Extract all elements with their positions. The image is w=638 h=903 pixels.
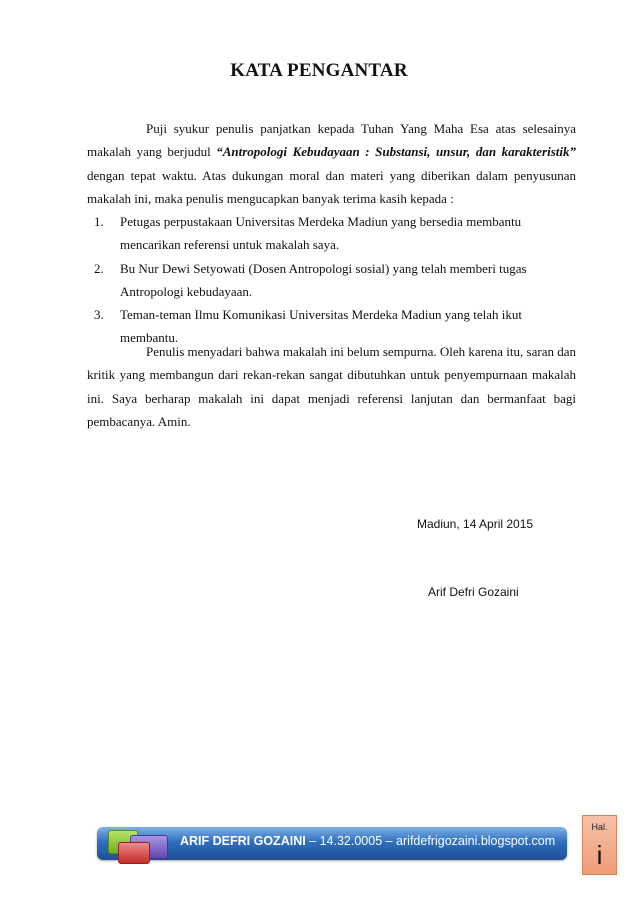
paper-title-emphasis: “Antropologi Kebudayaan : Substansi, unsur, dan karakteristik” xyxy=(216,144,576,160)
footer-details: – 14.32.0005 – arifdefrigozaini.blogspot.com xyxy=(305,834,556,848)
list-item-text: Bu Nur Dewi Setyowati (Dosen Antropologi sosial) yang telah memberi tugas Antropologi kebudayaan. xyxy=(120,260,527,299)
closing-paragraph xyxy=(87,340,576,433)
list-item-text: Petugas perpustakaan Universitas Merdeka Madiun yang bersedia membantu mencarikan referensi untuk makalah saya. xyxy=(120,214,522,253)
intro-text-after: dengan tepat waktu. Atas dukungan moral dan materi yang diberikan dalam penyusunan makalah ini, maka penulis mengucapkan banyak terima kasih kepada : xyxy=(87,167,576,206)
footer-author-name: ARIF DEFRI GOZAINI xyxy=(180,834,306,848)
red-block-icon xyxy=(118,842,150,864)
acknowledgement-list xyxy=(87,210,537,350)
page-number-box xyxy=(582,815,617,875)
list-item-number: 2. xyxy=(94,260,104,276)
intro-text-before: Puji syukur penulis panjatkan kepada Tuhan Yang Maha Esa atas selesainya makalah yang berjudul xyxy=(87,121,576,160)
signer-name: Arif Defri Gozaini xyxy=(428,585,519,599)
page-label: Hal. xyxy=(591,822,608,832)
list-item-number: 1. xyxy=(94,214,104,229)
page-title: KATA PENGANTAR xyxy=(230,60,408,81)
list-item xyxy=(87,210,537,257)
list-item-text: Teman-teman Ilmu Komunikasi Universitas Merdeka Madiun yang telah ikut membantu. xyxy=(120,307,522,346)
intro-paragraph xyxy=(87,117,576,210)
list-item-number: 3. xyxy=(94,307,104,323)
footer-text xyxy=(180,834,555,848)
place-date: Madiun, 14 April 2015 xyxy=(417,517,534,531)
list-item xyxy=(87,257,537,304)
page-number: i xyxy=(596,840,603,870)
closing-text: Penulis menyadari bahwa makalah ini belum sempurna. Oleh karena itu, saran dan kritik yang membangun dari rekan-rekan sangat dibutuhkan untuk penyempurnaan makalah ini. Saya berharap makalah ini dapat menjadi referensi lanjutan dan bermanfaat bagi pembacanya. Amin. xyxy=(87,344,576,429)
